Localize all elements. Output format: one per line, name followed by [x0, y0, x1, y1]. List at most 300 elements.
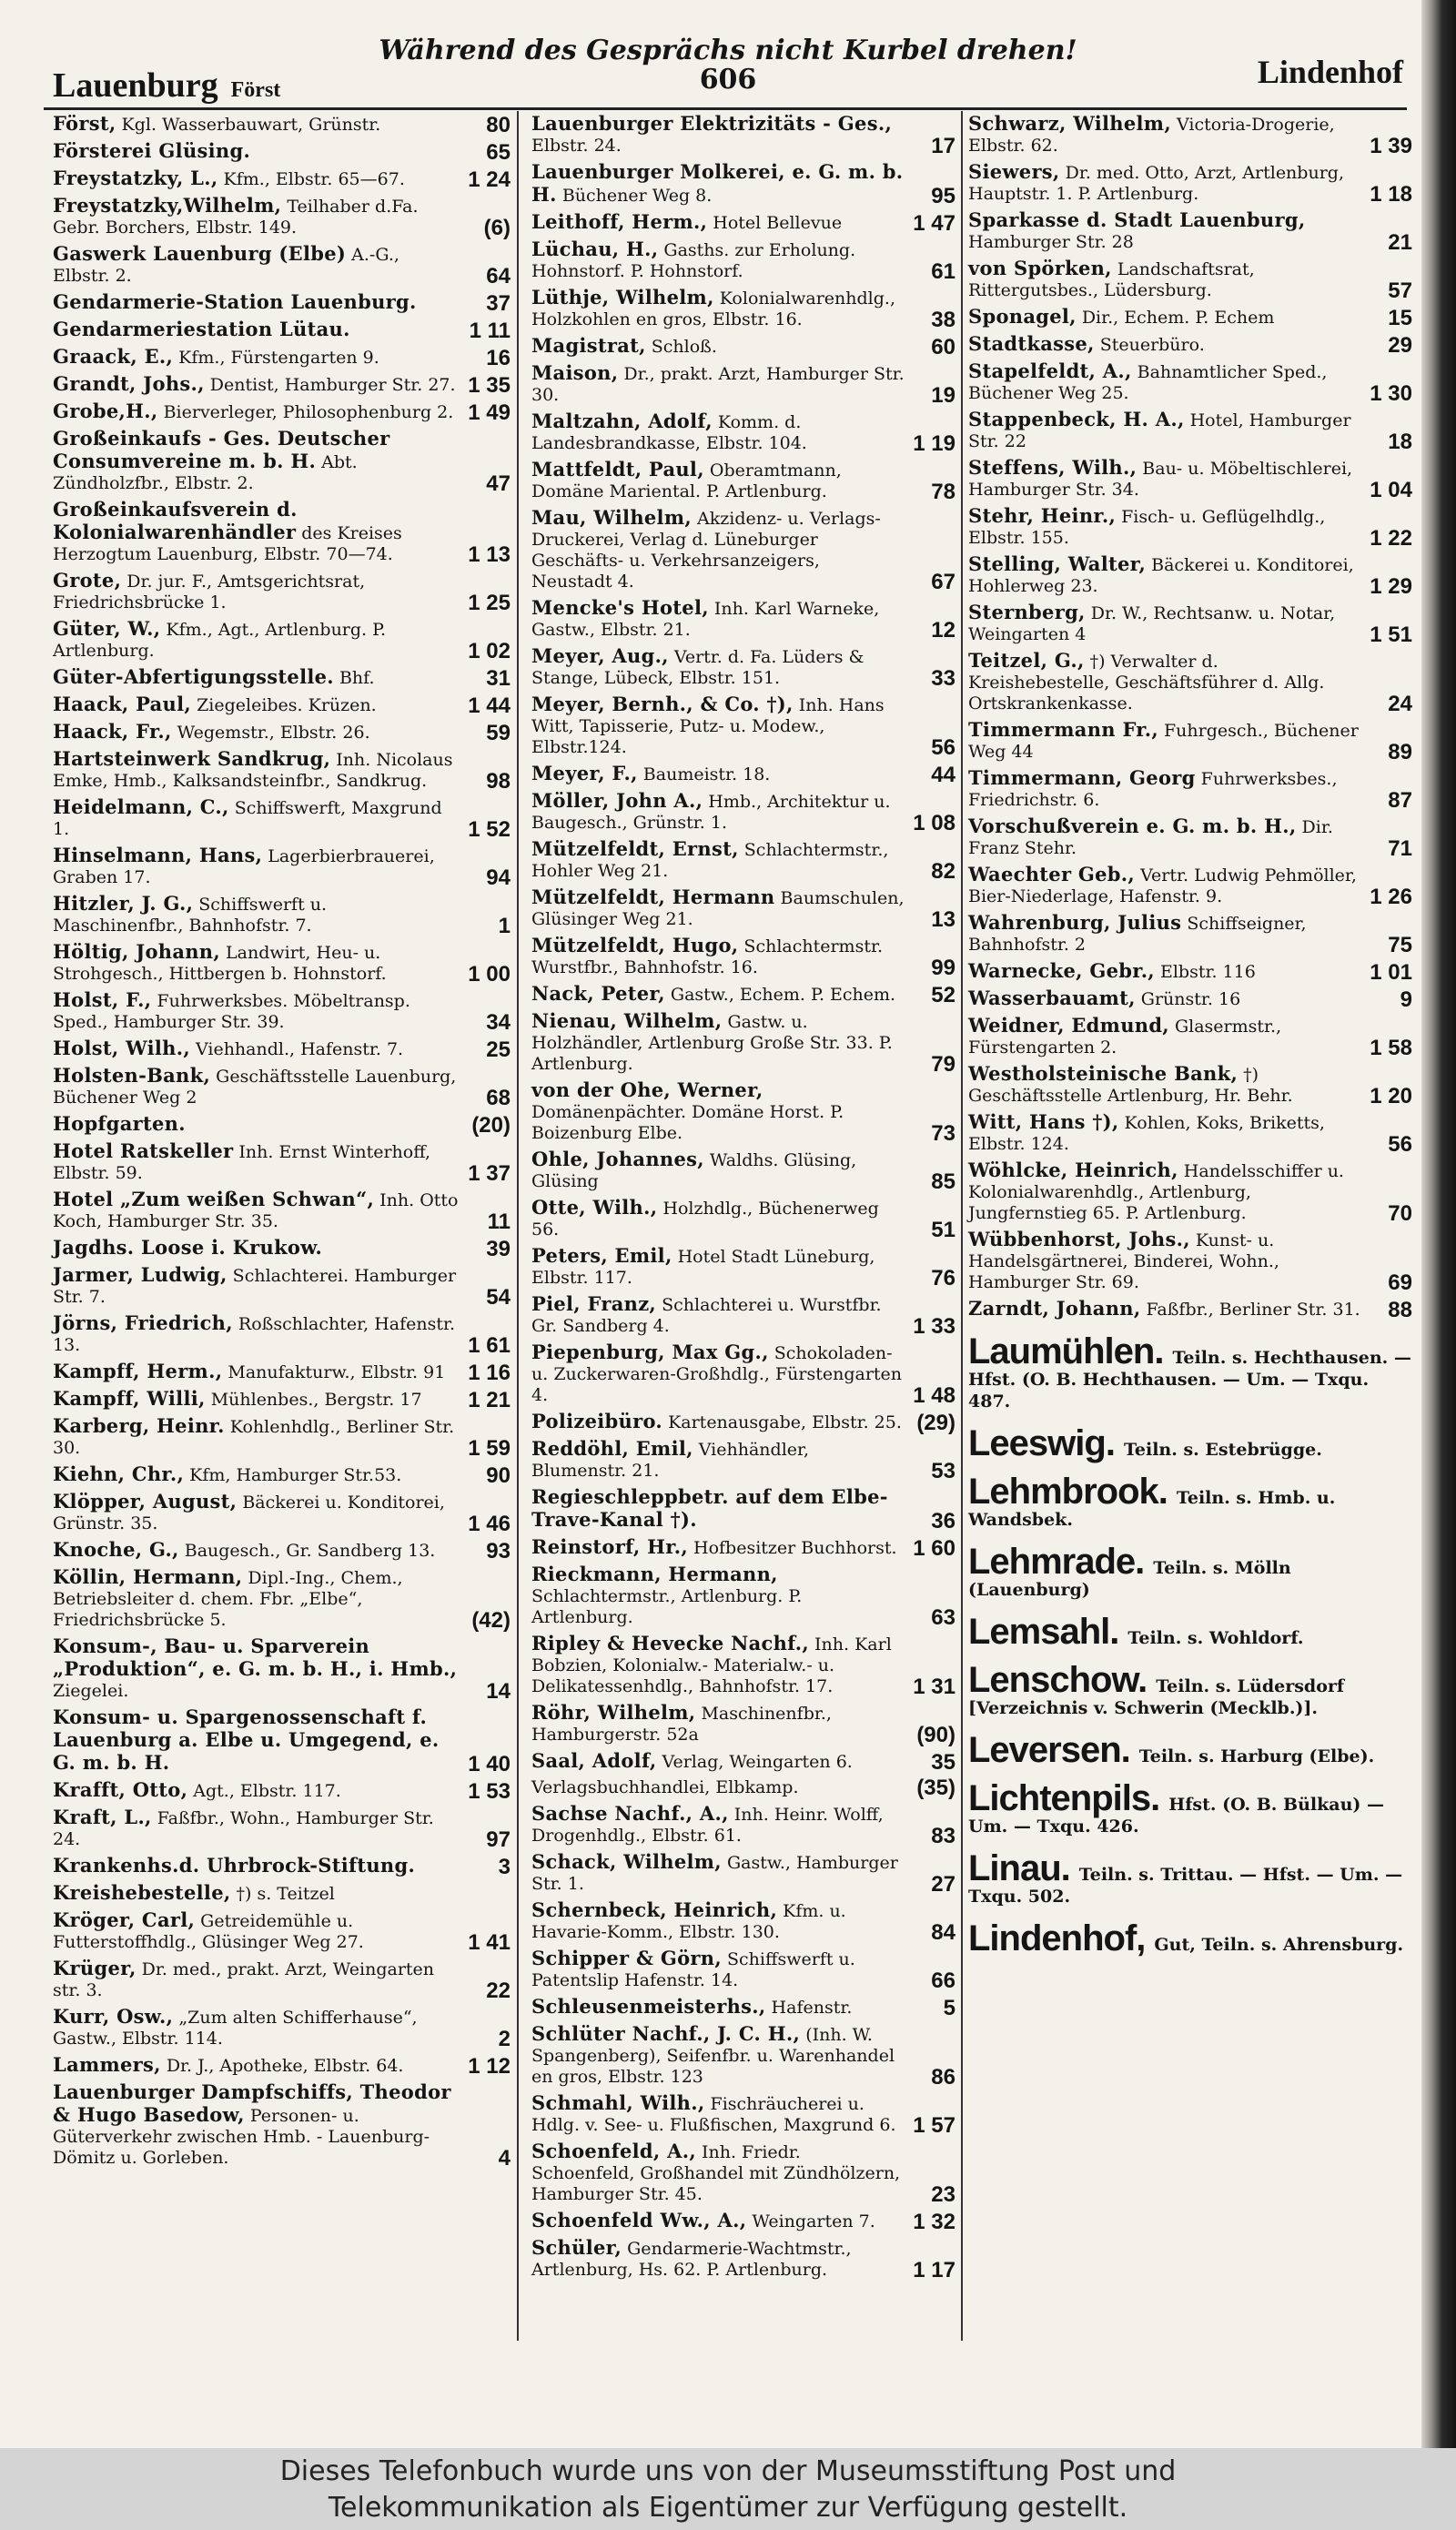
directory-entry: [53, 1388, 512, 1411]
entry-details: Ziegeleibes. Krüzen.: [197, 695, 377, 715]
header-left-text: Lauenburg: [53, 66, 218, 105]
entry-phone-number: 1 31: [913, 1675, 956, 1699]
entry-name: Krüger,: [53, 1957, 136, 1979]
entry-details: Bhf.: [339, 668, 375, 688]
entry-name: Haack, Fr.,: [53, 720, 172, 743]
directory-entry: [53, 1037, 512, 1060]
entry-name: Mützelfeldt, Ernst,: [531, 837, 739, 860]
entry-details: Kfm., Fürstengarten 9.: [178, 348, 379, 368]
place-name: Leeswig.: [968, 1423, 1115, 1463]
directory-entry: [531, 1948, 957, 1991]
entry-phone-number: 76: [931, 1266, 956, 1290]
entry-name: Peters, Emil,: [531, 1244, 672, 1267]
entry-name: Kreishebestelle,: [53, 1881, 231, 1904]
entry-name: Grobe,H.,: [53, 400, 158, 422]
footer-line-2: Telekommunikation als Eigentümer zur Verfügung gestellt.: [328, 2492, 1128, 2524]
entry-phone-number: 59: [486, 721, 511, 745]
entry-details: Kolonialwarenhdlg., Holzkohlen en gros, Elbstr. 16.: [531, 288, 895, 329]
place-description: Hfst. (O. B. Bülkau) — Um. — Txqu. 426.: [968, 1795, 1385, 1837]
entry-details: Viehhandl., Hafenstr. 7.: [195, 1039, 404, 1059]
entry-phone-number: 38: [931, 308, 956, 332]
entry-details: Inh. Heinr. Wolff, Drogenhdlg., Elbstr. 61.: [531, 1805, 884, 1846]
entry-details: Fuhrwerksbes., Friedrichstr. 6.: [968, 769, 1338, 810]
place-reference: [968, 1848, 1414, 1908]
entry-details: Roßschlachter, Hafenstr. 13.: [53, 1314, 456, 1355]
entry-name: von Spörken,: [968, 257, 1112, 279]
entry-name: Ohle, Johannes,: [531, 1148, 704, 1170]
place-reference: [968, 1778, 1414, 1837]
directory-entry: [968, 767, 1414, 811]
directory-entry: [531, 1293, 957, 1337]
directory-entry: [53, 1706, 512, 1775]
entry-name: Stelling, Walter,: [968, 552, 1147, 575]
page-number: 606: [699, 64, 757, 96]
entry-name: Saal, Adolf,: [531, 1749, 657, 1772]
entry-phone-number: 29: [1388, 333, 1412, 358]
entry-phone-number: (90): [916, 1723, 956, 1747]
entry-name: Meyer, Bernh., & Co. †),: [531, 693, 794, 715]
entry-details: (Inh. W. Spangenberg), Seifenfbr. u. Warenhandel en gros, Elbstr. 123: [531, 2025, 895, 2087]
entry-name: Mencke's Hotel,: [531, 596, 709, 619]
entry-phone-number: 83: [931, 1824, 956, 1848]
entry-phone-number: 14: [486, 1679, 511, 1704]
entry-details: Abt. Zündholzfbr., Elbstr. 2.: [53, 452, 358, 493]
entry-name: Lammers,: [53, 2053, 161, 2076]
entry-details: Komm. d. Landesbrandkasse, Elbstr. 104.: [531, 412, 807, 453]
directory-entry: [531, 2210, 957, 2232]
entry-name: Gendarmerie-Station Lauenburg.: [53, 290, 417, 313]
entry-name: Hitzler, J. G.,: [53, 892, 194, 915]
entry-phone-number: 53: [931, 1459, 956, 1483]
directory-entry: [968, 1063, 1414, 1107]
directory-entry: [53, 618, 512, 662]
entry-phone-number: 1 39: [1370, 134, 1412, 158]
entry-name: Grandt, Johs.,: [53, 372, 205, 395]
entry-name: Krankenhs.d. Uhrbrock-Stiftung.: [53, 1854, 416, 1877]
entry-name: Meyer, Aug.,: [531, 644, 669, 667]
entry-name: Kampff, Willi,: [53, 1387, 206, 1410]
entry-name: Graack, E.,: [53, 345, 174, 368]
entry-phone-number: 17: [931, 134, 956, 158]
place-reference: [968, 1612, 1414, 1652]
directory-entry: [53, 1779, 512, 1802]
directory-entry: [531, 1010, 957, 1075]
entry-name: Jarmer, Ludwig,: [53, 1263, 228, 1286]
entry-name: Westholsteinische Bank,: [968, 1062, 1239, 1085]
entry-phone-number: 1 46: [468, 1512, 511, 1536]
entry-phone-number: 1 19: [913, 431, 956, 456]
entry-name: Schleusenmeisterhs.,: [531, 1995, 766, 2018]
entry-name: Schwarz, Wilhelm,: [968, 112, 1171, 135]
entry-details: A.-G., Elbstr. 2.: [53, 245, 399, 286]
directory-entry: [531, 838, 957, 882]
directory-entry: [531, 2237, 957, 2281]
entry-phone-number: 21: [1388, 230, 1412, 255]
entry-details: Gendarmerie-Wachtmstr., Artlenburg, Hs. 62. P. Artlenburg.: [531, 2239, 852, 2280]
directory-entry: [53, 1264, 512, 1308]
entry-phone-number: 1 47: [913, 211, 956, 236]
entry-phone-number: 1 26: [1370, 885, 1412, 909]
entry-details: Schlachtermstr. Wurstfbr., Bahnhofstr. 16.: [531, 936, 883, 977]
entry-name: Wahrenburg, Julius: [968, 911, 1182, 934]
entry-details: †) Geschäftsstelle Artlenburg, Hr. Behr.: [968, 1065, 1293, 1106]
entry-name: Nack, Peter,: [531, 982, 665, 1005]
entry-phone-number: 93: [486, 1539, 511, 1564]
place-reference: [968, 1331, 1414, 1412]
directory-entry: [968, 960, 1414, 983]
footer-line-1: Dieses Telefonbuch wurde uns von der Museumsstiftung Post und: [279, 2455, 1177, 2487]
entry-details: Fuhrwerksbes. Möbeltransp. Sped., Hamburger Str. 39.: [53, 991, 410, 1032]
directory-entry: [53, 1855, 512, 1877]
entry-details: Lagerbierbrauerei, Graben 17.: [53, 846, 435, 887]
entry-name: Wasserbauamt,: [968, 987, 1136, 1009]
entry-details: Verlagsbuchhandlei, Elbkamp.: [531, 1777, 799, 1797]
directory-entry: [968, 1111, 1414, 1155]
entry-details: Schlachtermstr., Artlenburg. P. Artlenburg.: [531, 1586, 803, 1627]
entry-details: Schiffseigner, Bahnhofstr. 2: [968, 914, 1307, 955]
entry-name: Krafft, Otto,: [53, 1778, 188, 1801]
entry-details: Kohlenhdlg., Berliner Str. 30.: [53, 1417, 455, 1458]
place-description: Teiln. s. Wohldorf.: [1127, 1628, 1304, 1648]
entry-details: Hmb., Architektur u. Baugesch., Grünstr. 1.: [531, 792, 891, 833]
entry-details: Baumschulen, Glüsinger Weg 21.: [531, 888, 905, 929]
place-name: Linau.: [968, 1848, 1070, 1888]
entry-phone-number: 79: [931, 1052, 956, 1077]
entry-name: Schoenfeld Ww., A.,: [531, 2209, 747, 2231]
entry-details: Mühlenbes., Bergstr. 17: [210, 1390, 422, 1410]
directory-entry: [531, 983, 957, 1006]
entry-phone-number: 1 58: [1370, 1036, 1412, 1060]
entry-details: Steuerbüro.: [1099, 335, 1205, 355]
entry-phone-number: 1 11: [469, 319, 511, 343]
directory-entry: [531, 1996, 957, 2019]
directory-entry: [53, 666, 512, 689]
entry-phone-number: 1 04: [1370, 478, 1412, 502]
entry-details: Landwirt, Heu- u. Strohgesch., Hittbergen b. Hohnstorf.: [53, 943, 387, 984]
entry-details: Gastw. u. Holzhändler, Artlenburg Große Str. 33. P. Artlenburg.: [531, 1012, 893, 1074]
entry-details: Kohlen, Koks, Briketts, Elbstr. 124.: [968, 1113, 1325, 1154]
entry-details: Hafenstr.: [771, 1998, 853, 2018]
entry-phone-number: 31: [486, 666, 511, 691]
entry-name: Großeinkaufsverein d. Kolonialwarenhändler: [53, 498, 298, 543]
directory-entry: [968, 553, 1414, 597]
directory-entry: [53, 2006, 512, 2049]
entry-phone-number: 1 33: [913, 1314, 956, 1339]
entry-details: Hofbesitzer Buchhorst.: [693, 1538, 897, 1558]
entry-name: Jörns, Friedrich,: [53, 1311, 233, 1334]
entry-phone-number: 34: [486, 1010, 511, 1035]
place-reference: [968, 1730, 1414, 1770]
entry-phone-number: 84: [931, 1920, 956, 1945]
entry-phone-number: 1 30: [1370, 381, 1412, 406]
entry-name: Schüler,: [531, 2236, 622, 2259]
entry-name: Schack, Wilhelm,: [531, 1850, 722, 1873]
entry-name: Kraft, L.,: [53, 1806, 152, 1828]
entry-details: Hotel, Hamburger Str. 22: [968, 410, 1351, 451]
directory-entry: [968, 719, 1414, 763]
entry-phone-number: (42): [471, 1608, 511, 1633]
directory-entry: [53, 291, 512, 314]
entry-name: Großeinkaufs - Ges. Deutscher Consumvereine m. b. H.: [53, 427, 390, 472]
entry-details: Gasths. zur Erholung. Hohnstorf. P. Hohnstorf.: [531, 240, 856, 281]
entry-name: Röhr, Wilhelm,: [531, 1701, 696, 1724]
entry-details: Büchener Weg 8.: [561, 186, 713, 206]
directory-entry: [53, 1539, 512, 1562]
directory-entry: [53, 346, 512, 369]
directory-entry: [968, 409, 1414, 452]
entry-details: Dr. jur. F., Amtsgerichtsrat, Friedrichsbrücke 1.: [53, 572, 366, 612]
entry-name: Magistrat,: [531, 334, 646, 357]
directory-entry: [531, 238, 957, 282]
directory-entry: [531, 1803, 957, 1847]
entry-phone-number: 23: [931, 2182, 956, 2207]
entry-name: Timmermann, Georg: [968, 766, 1196, 789]
entry-phone-number: 1 41: [468, 1930, 511, 1955]
entry-details: Teilhaber d.Fa. Gebr. Borchers, Elbstr. 149.: [53, 197, 419, 238]
directory-entry: [53, 1361, 512, 1383]
entry-details: Dr. J., Apotheke, Elbstr. 64.: [166, 2056, 404, 2076]
directory-entry: [531, 1341, 957, 1406]
entry-phone-number: 33: [931, 666, 956, 691]
entry-details: des Kreises Herzogtum Lauenburg, Elbstr. 70—74.: [53, 523, 402, 564]
entry-phone-number: 78: [931, 480, 956, 504]
entry-phone-number: 56: [1388, 1132, 1412, 1157]
entry-name: Schoenfeld, A.,: [531, 2140, 696, 2162]
directory-entry: [968, 1298, 1414, 1321]
directory-entry: [531, 113, 957, 157]
place-description: Teiln. s. Hmb. u. Wandsbek.: [968, 1488, 1336, 1530]
directory-entry: [531, 507, 957, 592]
place-description: Gut, Teiln. s. Ahrensburg.: [1154, 1935, 1404, 1955]
entry-details: Glasermstr., Fürstengarten 2.: [968, 1017, 1282, 1058]
directory-entry: [53, 1312, 512, 1356]
entry-name: Wübbenhorst, Johs.,: [968, 1228, 1190, 1250]
entry-details: Baugesch., Gr. Sandberg 13.: [184, 1541, 436, 1561]
directory-entry: [968, 1159, 1414, 1224]
entry-name: Freystatzky,Wilhelm,: [53, 194, 282, 217]
entry-name: Hinselmann, Hans,: [53, 844, 263, 866]
entry-phone-number: 66: [931, 1968, 956, 1993]
entry-name: Kiehn, Chr.,: [53, 1462, 185, 1485]
entry-phone-number: 1 20: [1370, 1084, 1412, 1108]
directory-entry: [531, 335, 957, 358]
directory-entry: [53, 113, 512, 136]
entry-name: Kurr, Osw.,: [53, 2005, 174, 2028]
directory-entry: [53, 989, 512, 1033]
entry-details: Schokoladen- u. Zuckerwaren-Großhdlg., Fürstengarten 4.: [531, 1343, 903, 1405]
entry-phone-number: 1 61: [468, 1333, 511, 1358]
place-reference: [968, 1542, 1414, 1601]
entry-name: Försterei Glüsing.: [53, 139, 251, 162]
entry-phone-number: 73: [931, 1121, 956, 1146]
entry-name: Weidner, Edmund,: [968, 1014, 1169, 1037]
entry-phone-number: 64: [486, 264, 511, 288]
entry-name: Sponagel,: [968, 305, 1077, 328]
entry-phone-number: 85: [931, 1169, 956, 1194]
header-left-small: Först: [230, 78, 281, 102]
entry-phone-number: (20): [471, 1113, 511, 1138]
entry-phone-number: 94: [486, 865, 511, 890]
directory-entry: [531, 693, 957, 758]
entry-details: Getreidemühle u. Futterstoffhdlg., Glüsinger Weg 27.: [53, 1911, 364, 1952]
entry-phone-number: 27: [931, 1872, 956, 1897]
entry-name: Mattfeldt, Paul,: [531, 458, 704, 481]
entry-phone-number: 80: [486, 113, 511, 137]
place-name: Lehmrade.: [968, 1542, 1145, 1582]
column-divider-2: [961, 111, 963, 2341]
directory-entry: [531, 790, 957, 834]
directory-entry: [531, 1702, 957, 1746]
entry-details: Agt., Elbstr. 117.: [193, 1781, 341, 1801]
entry-details: Weingarten 7.: [752, 2211, 875, 2231]
directory-entry: [53, 941, 512, 985]
entry-phone-number: 44: [931, 763, 956, 787]
entry-phone-number: 87: [1388, 788, 1412, 813]
directory-entry: [531, 1245, 957, 1289]
directory-entry: [53, 2081, 512, 2169]
entry-details: Vertr. d. Fa. Lüders & Stange, Lübeck, Elbstr. 151.: [531, 647, 864, 688]
directory-entry: [968, 815, 1414, 859]
directory-entry: [53, 1635, 512, 1702]
place-reference: [968, 1423, 1414, 1463]
entry-details: Landschaftsrat, Rittergutsbes., Lüdersburg.: [968, 259, 1255, 300]
entry-name: Konsum- u. Spargenossenschaft f. Lauenburg a. Elbe u. Umgegend, e. G. m. b. H.: [53, 1705, 440, 1774]
entry-name: Schernbeck, Heinrich,: [531, 1898, 778, 1921]
entry-phone-number: 1 00: [468, 962, 511, 987]
entry-name: Sachse Nachf., A.,: [531, 1802, 729, 1825]
entry-phone-number: 2: [498, 2027, 511, 2051]
entry-details: Viehhändler, Blumenstr. 21.: [531, 1440, 810, 1481]
entry-phone-number: 1 24: [468, 167, 511, 192]
entry-phone-number: 1 21: [468, 1388, 511, 1412]
entry-name: Höltig, Johann,: [53, 940, 220, 963]
entry-phone-number: 1 12: [468, 2054, 511, 2079]
entry-details: Gastw., Echem. P. Echem.: [670, 985, 896, 1005]
entry-name: von der Ohe, Werner,: [531, 1078, 763, 1101]
entry-phone-number: 1 13: [468, 542, 511, 567]
entry-phone-number: 25: [486, 1037, 511, 1062]
entry-details: Schlachterei u. Wurstfbr. Gr. Sandberg 4.: [531, 1295, 882, 1336]
entry-phone-number: 18: [1388, 430, 1412, 454]
directory-entry: [531, 410, 957, 454]
entry-name: Karberg, Heinr.: [53, 1414, 225, 1437]
entry-phone-number: 1 08: [913, 811, 956, 835]
directory-entry: [968, 258, 1414, 301]
directory-entry: [968, 864, 1414, 907]
directory-entry: [53, 499, 512, 565]
directory-entry: [53, 195, 512, 238]
entry-phone-number: 68: [486, 1086, 511, 1110]
directory-entry: [53, 373, 512, 396]
entry-details: Inh. Nicolaus Emke, Hmb., Kalksandsteinfbr., Sandkrug.: [53, 750, 453, 791]
entry-phone-number: 5: [943, 1996, 956, 2020]
entry-name: Maison,: [531, 361, 619, 384]
entry-details: Hamburger Str. 28: [968, 232, 1134, 252]
entry-name: Regieschleppbetr. auf dem Elbe-Trave-Kanal †).: [531, 1485, 888, 1531]
entry-details: Grünstr. 16: [1140, 989, 1241, 1009]
entry-name: Kampff, Herm.,: [53, 1360, 223, 1382]
entry-name: Kröger, Carl,: [53, 1908, 196, 1931]
entry-name: Lauenburger Elektrizitäts - Ges.,: [531, 112, 893, 135]
directory-entry: [53, 1237, 512, 1260]
entry-details: †) s. Teitzel: [236, 1884, 335, 1904]
entry-phone-number: 1 32: [913, 2210, 956, 2234]
directory-entry: [968, 161, 1414, 205]
column-1: [53, 113, 512, 2173]
entry-name: Güter-Abfertigungsstelle.: [53, 665, 334, 688]
entry-details: Fisch- u. Geflügelhdlg., Elbstr. 155.: [968, 507, 1326, 548]
entry-name: Nienau, Wilhelm,: [531, 1009, 723, 1032]
place-description: Teiln. s. Estebrügge.: [1123, 1440, 1322, 1460]
directory-entry: [53, 1065, 512, 1108]
entry-phone-number: 90: [486, 1463, 511, 1488]
entry-name: Otte, Wilh.,: [531, 1196, 658, 1219]
entry-details: Dr., prakt. Arzt, Hamburger Str. 30.: [531, 364, 905, 405]
entry-name: Stapelfeldt, A.,: [968, 359, 1132, 382]
directory-entry: [968, 360, 1414, 404]
directory-entry: [531, 1899, 957, 1943]
entry-details: Elbstr. 116: [1159, 962, 1256, 982]
entry-name: Waechter Geb.,: [968, 863, 1136, 886]
entry-phone-number: 15: [1388, 306, 1412, 330]
entry-phone-number: 1 44: [468, 693, 511, 718]
entry-name: Stadtkasse,: [968, 332, 1095, 355]
directory-entry: [531, 1851, 957, 1895]
header-rule: [44, 107, 1407, 110]
directory-entry: [53, 140, 512, 163]
entry-details: Fuhrgesch., Büchener Weg 44: [968, 721, 1359, 762]
entry-name: Hotel Ratskeller: [53, 1139, 234, 1162]
directory-entry: [53, 167, 512, 190]
entry-phone-number: 1 18: [1370, 182, 1412, 207]
entry-phone-number: 1 37: [468, 1161, 511, 1186]
entry-details: Schlachtermstr., Hohler Weg 21.: [531, 840, 889, 881]
directory-entry: [531, 1197, 957, 1240]
directory-entry: [968, 987, 1414, 1010]
entry-name: Piel, Franz,: [531, 1292, 657, 1315]
entry-name: Haack, Paul,: [53, 693, 192, 715]
directory-entry: [53, 1113, 512, 1136]
entry-name: Lauenburger Molkerei, e. G. m. b. H.: [531, 160, 904, 206]
entry-name: Teitzel, G.,: [968, 649, 1085, 672]
entry-details: Wegemstr., Elbstr. 26.: [177, 723, 370, 743]
header-left-keyword: [53, 66, 280, 106]
entry-phone-number: 57: [1388, 278, 1412, 303]
directory-entry: [53, 243, 512, 287]
entry-phone-number: 1 59: [468, 1436, 511, 1461]
directory-entry: [968, 912, 1414, 956]
entry-phone-number: 1 25: [468, 591, 511, 615]
directory-entry: [531, 763, 957, 785]
directory-entry: [531, 1750, 957, 1773]
entry-details: Bäckerei u. Konditorei, Hohlerweg 23.: [968, 555, 1354, 596]
entry-phone-number: 1 29: [1370, 574, 1412, 599]
entry-details: Bahnamtlicher Sped., Büchener Weg 25.: [968, 362, 1328, 403]
directory-entry: [53, 1566, 512, 1631]
entry-details: Dir., Echem. P. Echem: [1081, 308, 1275, 328]
entry-details: Schiffswerft u. Patentslip Hafenstr. 14.: [531, 1949, 855, 1990]
entry-phone-number: 61: [931, 259, 956, 284]
directory-entry: [531, 1079, 957, 1144]
entry-phone-number: 65: [486, 140, 511, 165]
entry-name: Schipper & Görn,: [531, 1947, 722, 1969]
entry-name: Först,: [53, 112, 116, 135]
directory-entry: [968, 113, 1414, 157]
entry-name: Siewers,: [968, 160, 1060, 183]
place-description: Teiln. s. Trittau. — Hfst. — Um. — Txqu. 502.: [968, 1865, 1403, 1907]
entry-details: Schiffswerft, Maxgrund 1.: [53, 798, 442, 839]
entry-name: Warnecke, Gebr.,: [968, 959, 1155, 982]
